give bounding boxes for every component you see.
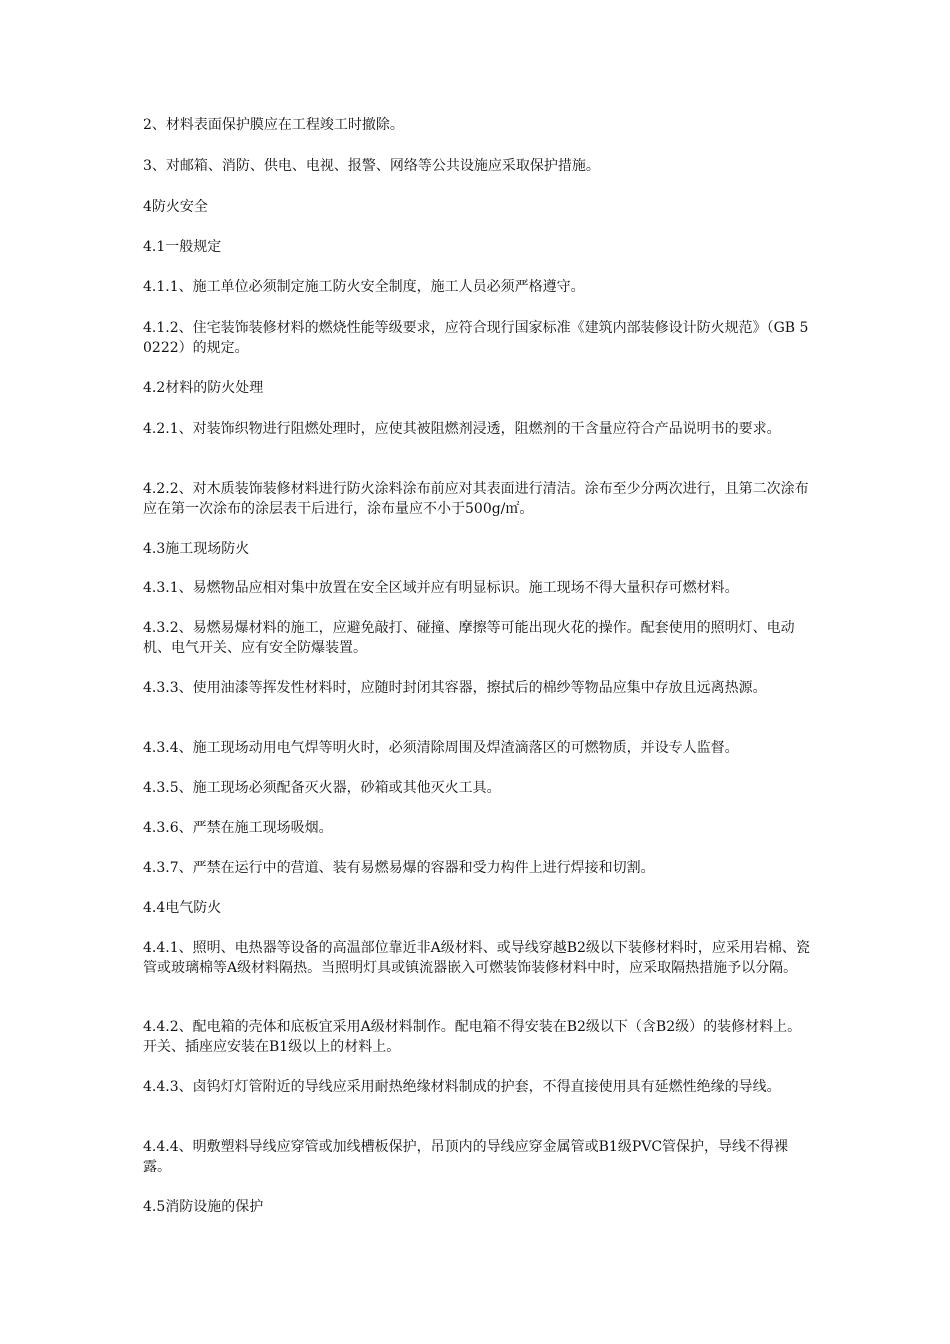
paragraph-4-1-1: 4.1.1、施工单位必须制定施工防火安全制度，施工人员必须严格遵守。	[143, 279, 585, 295]
paragraph-4-3-1: 4.3.1、易燃物品应相对集中放置在安全区域并应有明显标识。施工现场不得大量积存可燃材料。	[143, 580, 739, 596]
paragraph-4-4-1: 4.4.1、照明、电热器等设备的高温部位靠近非A级材料、或导线穿越B2级以下装修材料时，应采用岩棉、瓷管或玻璃棉等A级材料隔热。当照明灯具或镇流器嵌入可燃装饰装修材料中时，应采取隔热措施予以分隔。	[143, 940, 810, 976]
paragraph-4-3-5: 4.3.5、施工现场必须配备灭火器，砂箱或其他灭火工具。	[143, 780, 501, 796]
paragraph-4-3-6: 4.3.6、严禁在施工现场吸烟。	[143, 820, 333, 836]
subsection-heading-material-fireproofing: 4.2材料的防火处理	[143, 380, 264, 396]
paragraph-4-3-7: 4.3.7、严禁在运行中的营道、装有易燃易爆的容器和受力构件上进行焊接和切割。	[143, 860, 655, 876]
section-heading-fire-safety: 4防火安全	[143, 199, 208, 215]
paragraph-4-1-2: 4.1.2、住宅装饰装修材料的燃烧性能等级要求，应符合现行国家标准《建筑内部装修设计防火规范》（GB 50222）的规定。	[143, 320, 809, 356]
subsection-heading-site-fire-prevention: 4.3施工现场防火	[143, 541, 250, 557]
subsection-heading-fire-facility-protection: 4.5消防设施的保护	[143, 1199, 264, 1215]
paragraph-4-3-3: 4.3.3、使用油漆等挥发性材料时，应随时封闭其容器，擦拭后的棉纱等物品应集中存放且远离热源。	[143, 680, 767, 696]
paragraph-material-protective-film: 2、材料表面保护膜应在工程竣工时撤除。	[143, 117, 404, 133]
paragraph-4-4-2: 4.4.2、配电箱的壳体和底板宜采用A级材料制作。配电箱不得安装在B2级以下（含B2级）的装修材料上。开关、插座应安装在B1级以上的材料上。	[143, 1019, 802, 1055]
paragraph-4-3-2: 4.3.2、易燃易爆材料的施工，应避免敲打、碰撞、摩擦等可能出现火花的操作。配套使用的照明灯、电动机、电气开关、应有安全防爆装置。	[143, 620, 795, 656]
paragraph-4-4-4: 4.4.4、明敷塑料导线应穿管或加线槽板保护，吊顶内的导线应穿金属管或B1级PVC管保护，导线不得裸露。	[143, 1139, 789, 1175]
paragraph-4-4-3: 4.4.3、卤钨灯灯管附近的导线应采用耐热绝缘材料制成的护套，不得直接使用具有延燃性绝缘的导线。	[143, 1079, 781, 1095]
subsection-heading-general: 4.1一般规定	[143, 239, 222, 255]
paragraph-4-2-1: 4.2.1、对装饰织物进行阻燃处理时，应使其被阻燃剂浸透，阻燃剂的干含量应符合产品说明书的要求。	[143, 421, 781, 437]
paragraph-4-2-2: 4.2.2、对木质装饰装修材料进行防火涂料涂布前应对其表面进行清洁。涂布至少分两次进行，且第二次涂布应在第一次涂布的涂层表干后进行，涂布量应不小于500g/㎡。	[143, 481, 809, 517]
paragraph-public-facilities: 3、对邮箱、消防、供电、电视、报警、网络等公共设施应采取保护措施。	[143, 158, 600, 174]
subsection-heading-electrical-fire-prevention: 4.4电气防火	[143, 900, 222, 916]
paragraph-4-3-4: 4.3.4、施工现场动用电气焊等明火时，必须清除周围及焊渣滴落区的可燃物质，并设专人监督。	[143, 740, 739, 756]
